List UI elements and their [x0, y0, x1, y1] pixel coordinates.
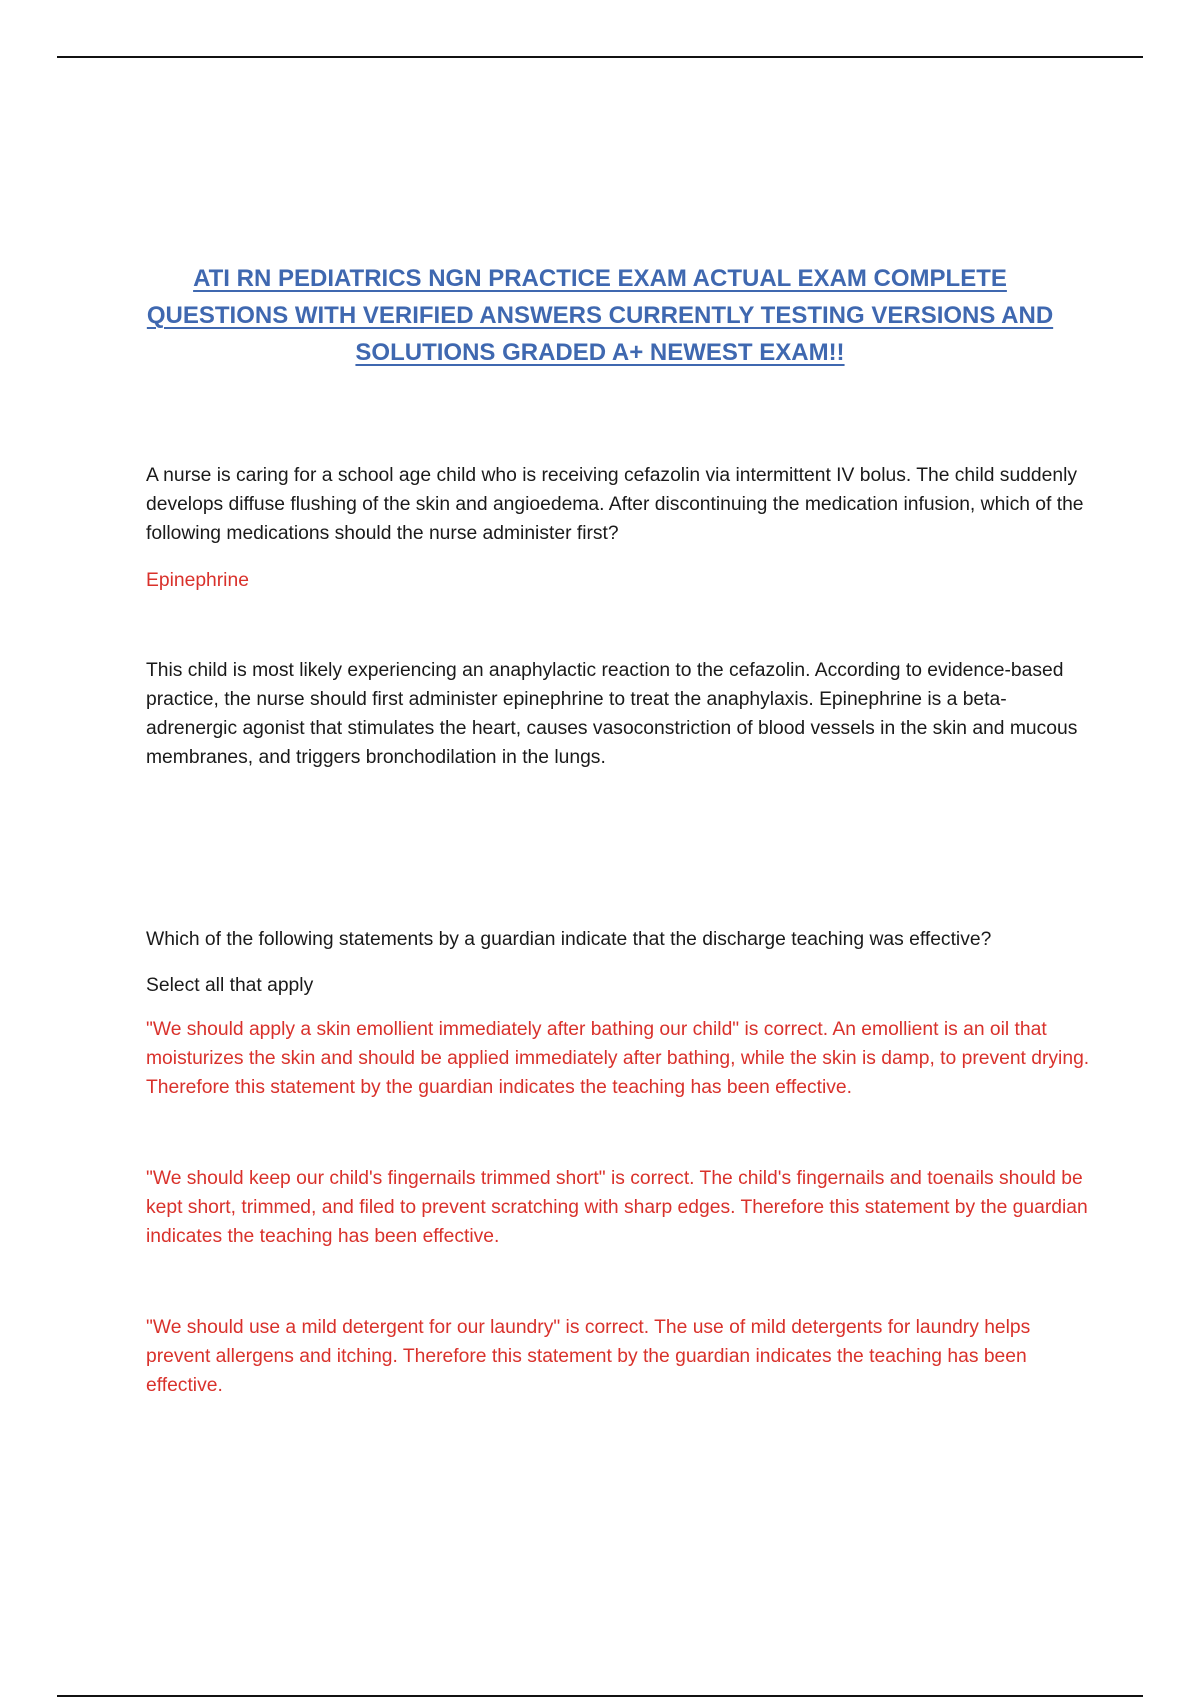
question-1-text: A nurse is caring for a school age child who is receiving cefazolin via intermittent IV bolus. The child suddenly develops diffuse flushing of the skin and angioedema. After discontinuing the medication infusion, which of the following medications should the nurse administer first?	[146, 465, 1084, 544]
document-title: ATI RN PEDIATRICS NGN PRACTICE EXAM ACTUAL EXAM COMPLETE QUESTIONS WITH VERIFIED ANSWERS CURRENTLY TESTING VERSIONS AND SOLUTIONS GRADED A+ NEWEST EXAM!!	[146, 265, 1054, 367]
question-1-answer: Epinephrine	[146, 570, 249, 591]
question-1-rationale: This child is most likely experiencing an anaphylactic reaction to the cefazolin. According to evidence-based practice, the nurse should first administer epinephrine to treat the anaphylaxis. Epinephrine is a beta-adrenergic agonist that stimulates the heart, causes vasoconstriction of blood vessels in the skin and mucous membranes, and triggers bronchodilation in the lungs.	[146, 660, 1078, 768]
question-2-instruction: Select all that apply	[146, 975, 314, 996]
question-2-text: Which of the following statements by a guardian indicate that the discharge teaching was effective?	[146, 929, 992, 950]
footer-rule	[57, 1695, 1143, 1697]
header-rule	[57, 56, 1143, 58]
question-2-answer-1: "We should apply a skin emollient immediately after bathing our child" is correct. An emollient is an oil that moisturizes the skin and should be applied immediately after bathing, while the skin is damp, to prevent drying. Therefore this statement by the guardian indicates the teaching has been effective.	[146, 1019, 1090, 1098]
question-2-answer-2: "We should keep our child's fingernails trimmed short" is correct. The child's fingernails and toenails should be kept short, trimmed, and filed to prevent scratching with sharp edges. Therefore this statement by the guardian indicates the teaching has been effective.	[146, 1168, 1088, 1247]
question-2-answer-3: "We should use a mild detergent for our laundry" is correct. The use of mild detergents for laundry helps prevent allergens and itching. Therefore this statement by the guardian indicates the teaching has been effective.	[146, 1317, 1031, 1396]
